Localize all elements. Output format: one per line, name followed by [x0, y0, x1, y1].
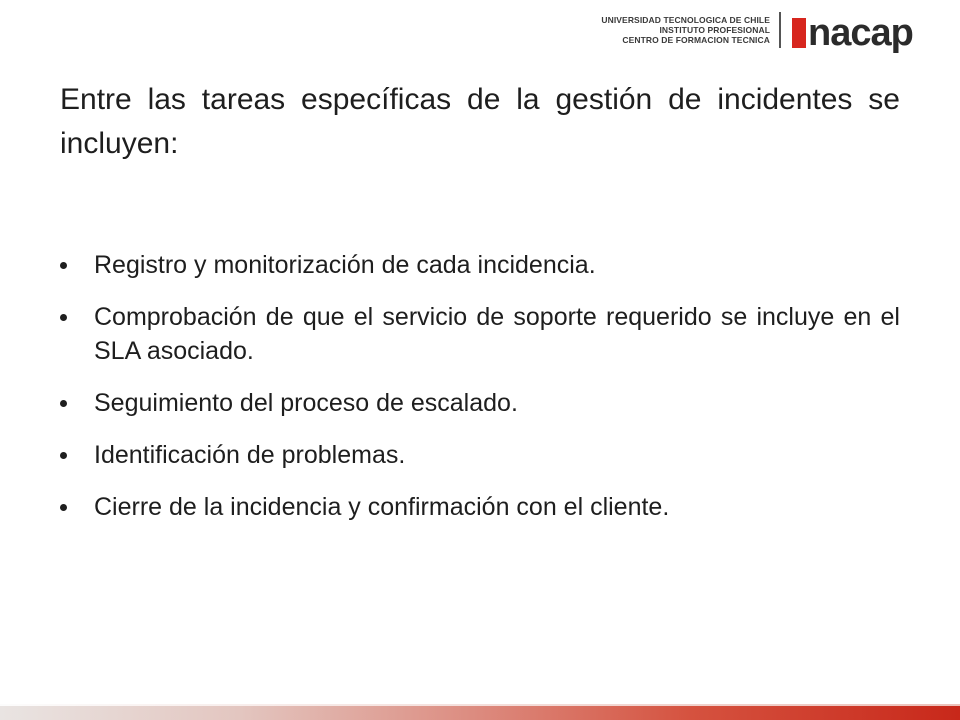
bullet-item [60, 248, 900, 282]
bullet-list [60, 248, 900, 542]
bullet-text: Comprobación de que el servicio de soporte requerido se incluye en el SLA asociado. [94, 303, 900, 365]
slide-title: Entre las tareas específicas de la gestión de incidentes se incluyen: [60, 83, 900, 160]
logo-wordmark: nacap [808, 12, 913, 54]
inacap-logo [792, 14, 942, 54]
footer-gradient-bar [0, 706, 960, 720]
bullet-item [60, 438, 900, 472]
bullet-item [60, 386, 900, 420]
slide-header [0, 0, 960, 70]
bullet-item [60, 300, 900, 368]
bullet-text: Cierre de la incidencia y confirmación con el cliente. [94, 493, 670, 521]
bullet-dot-icon [60, 400, 67, 407]
bullet-text: Registro y monitorización de cada incidencia. [94, 251, 596, 279]
institution-line-institute: INSTITUTO PROFESIONAL [659, 25, 770, 35]
logo-divider [779, 12, 781, 48]
logo-red-mark-icon [792, 18, 806, 48]
bullet-dot-icon [60, 452, 67, 459]
institution-names [596, 15, 770, 45]
bullet-dot-icon [60, 504, 67, 511]
bullet-item [60, 490, 900, 524]
bullet-text: Seguimiento del proceso de escalado. [94, 389, 518, 417]
bullet-text: Identificación de problemas. [94, 441, 406, 469]
institution-line-university: UNIVERSIDAD TECNOLOGICA DE CHILE [601, 15, 770, 25]
institution-line-center: CENTRO DE FORMACION TECNICA [622, 35, 770, 45]
bullet-dot-icon [60, 262, 67, 269]
bullet-dot-icon [60, 314, 67, 321]
